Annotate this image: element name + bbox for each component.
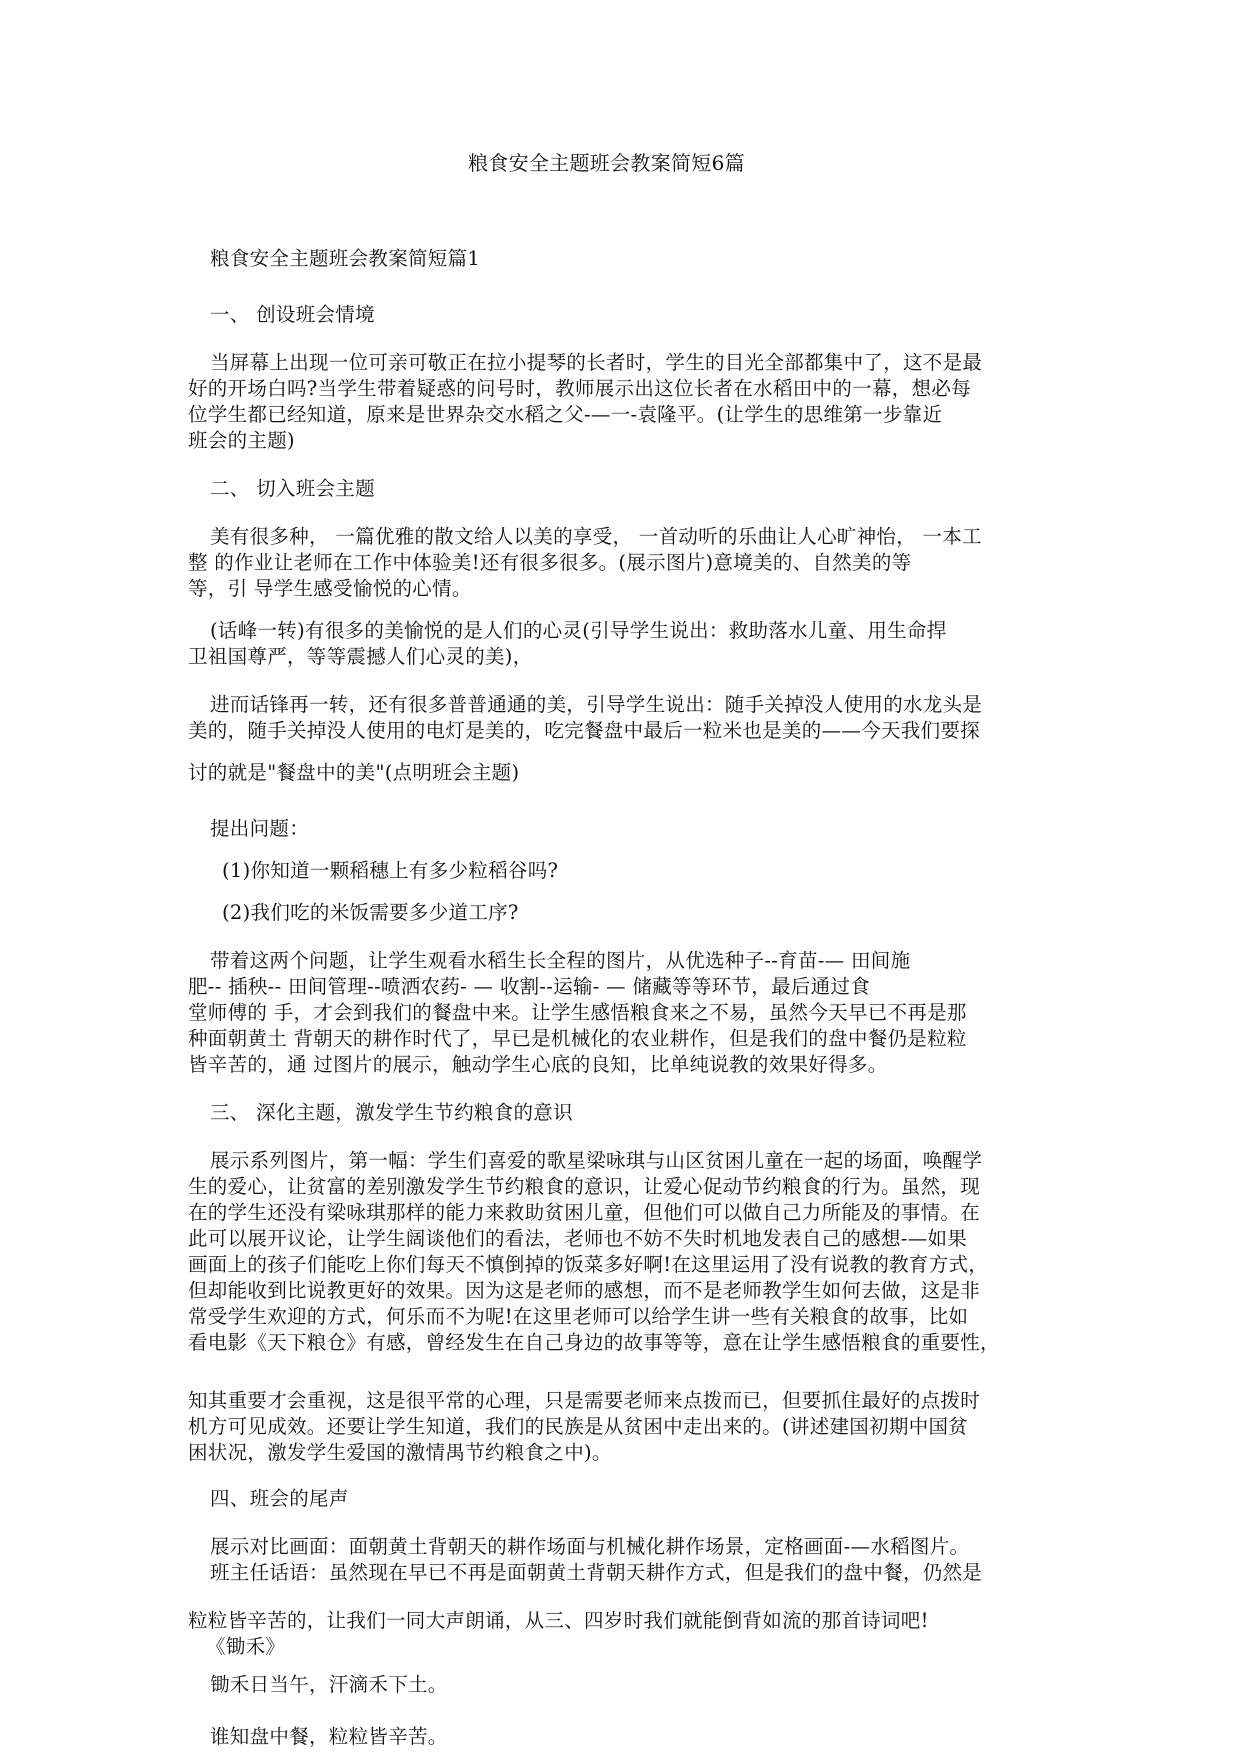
paragraph-line: 种面朝黄土 背朝天的耕作时代了，早已是机械化的农业耕作，但是我们的盘中餐仍是粒粒: [188, 1027, 967, 1050]
question-item: (1)你知道一颗稻穗上有多少粒稻谷吗?: [222, 859, 559, 882]
paragraph-line: 机方可见成效。还要让学生知道，我们的民族是从贫困中走出来的。(讲述建国初期中国贫: [188, 1415, 969, 1438]
paragraph-line: 皆辛苦的，通 过图片的展示，触动学生心底的良知，比单纯说教的效果好得多。: [188, 1053, 888, 1076]
paragraph-line: 讨的就是"餐盘中的美"(点明班会主题): [188, 761, 520, 784]
paragraph-line: 困状况，激发学生爱国的激情禺节约粮食之中)。: [188, 1441, 612, 1464]
paragraph-line: 班主任话语：虽然现在早已不再是面朝黄土背朝天耕作方式，但是我们的盘中餐，仍然是: [210, 1561, 983, 1584]
paragraph-line: 展示系列图片，第一幅：学生们喜爱的歌星梁咏琪与山区贫困儿童在一起的场面，唤醒学: [210, 1149, 983, 1172]
paragraph-line: 但却能收到比说教更好的效果。因为这是老师的感想，而不是老师教学生如何去做，这是非: [188, 1279, 981, 1302]
paragraph-line: 在的学生还没有梁咏琪那样的能力来救助贫困儿童，但他们可以做自己力所能及的事情。在: [188, 1201, 981, 1224]
paragraph-line: 展示对比画面：面朝黄土背朝天的耕作场面与机械化耕作场景，定格画面-—水稻图片。: [210, 1535, 970, 1558]
paragraph-line: 进而话锋再一转，还有很多普普通通的美，引导学生说出：随手关掉没人使用的水龙头是: [210, 693, 983, 716]
paragraph-line: 卫祖国尊严，等等震撼人们心灵的美)，: [188, 645, 533, 668]
paragraph-line: 生的爱心，让贫富的差别激发学生节约粮食的意识，让爱心促动节约粮食的行为。虽然，现: [188, 1175, 981, 1198]
paragraph-line: 美有很多种， 一篇优雅的散文给人以美的享受， 一首动听的乐曲让人心旷神怡， 一本工: [210, 525, 982, 548]
poem-line: 谁知盘中餐，粒粒皆辛苦。: [210, 1725, 448, 1748]
paragraph-line: 当屏幕上出现一位可亲可敬正在拉小提琴的长者时，学生的目光全部都集中了，这不是最: [210, 351, 983, 374]
paragraph-line: 整 的作业让老师在工作中体验美!还有很多很多。(展示图片)意境美的、自然美的等: [188, 551, 912, 574]
paragraph-line: 带着这两个问题，让学生观看水稻生长全程的图片，从优选种子--育苗-— 田间施: [210, 949, 911, 972]
document-title: 粮食安全主题班会教案简短6篇: [468, 151, 745, 175]
paragraph-line: 此可以展开议论，让学生阔谈他们的看法，老师也不妨不失时机地发表自己的感想-—如果: [188, 1227, 968, 1250]
paragraph-line: 常受学生欢迎的方式，何乐而不为呢!在这里老师可以给学生讲一些有关粮食的故事，比如: [188, 1305, 969, 1328]
paragraph-line: 看电影《天下粮仓》有感，曾经发生在自己身边的故事等等，意在让学生感悟粮食的重要性，: [188, 1331, 1000, 1354]
poem-line: 锄禾日当午，汗滴禾下土。: [210, 1673, 448, 1696]
paragraph-line: 肥-- 插秧-- 田间管理--喷洒农药- — 收割--运输- — 储藏等等环节，最后通过食: [188, 975, 871, 998]
poem-title: 《锄禾》: [206, 1635, 286, 1658]
paragraph-line: 粒粒皆辛苦的，让我们一同大声朗诵，从三、四岁时我们就能倒背如流的那首诗词吧!: [188, 1609, 929, 1632]
paragraph-line: (话峰一转)有很多的美愉悦的是人们的心灵(引导学生说出：救助落水儿童、用生命捍: [210, 619, 947, 642]
paragraph-line: 班会的主题): [188, 429, 295, 452]
paragraph-line: 位学生都已经知道，原来是世界杂交水稻之父-—一-袁隆平。(让学生的思维第一步靠近: [188, 403, 943, 426]
subheading: 二、 切入班会主题: [210, 477, 375, 500]
subheading: 一、 创设班会情境: [210, 303, 375, 326]
paragraph-line: 提出问题：: [210, 817, 310, 840]
paragraph-line: 画面上的孩子们能吃上你们每天不慎倒掉的饭菜多好啊!在这里运用了没有说教的教育方式，: [188, 1253, 989, 1276]
subheading: 三、 深化主题，激发学生节约粮食的意识: [210, 1101, 573, 1124]
subheading: 四、班会的尾声: [210, 1487, 349, 1510]
paragraph-line: 美的，随手关掉没人使用的电灯是美的，吃完餐盘中最后一粒米也是美的——今天我们要探: [188, 719, 981, 742]
paragraph-line: 知其重要才会重视，这是很平常的心理，只是需要老师来点拨而已，但要抓住最好的点拨时: [188, 1389, 981, 1412]
section-heading: 粮食安全主题班会教案简短篇1: [210, 247, 481, 270]
paragraph-line: 等，引 导学生感受愉悦的心情。: [188, 577, 472, 600]
paragraph-line: 好的开场白吗?当学生带着疑惑的问号时，教师展示出这位长者在水稻田中的一幕，想必每: [188, 377, 971, 400]
question-item: (2)我们吃的米饭需要多少道工序?: [222, 901, 519, 924]
paragraph-line: 堂师傅的 手，才会到我们的餐盘中来。让学生感悟粮食来之不易，虽然今天早已不再是那: [188, 1001, 967, 1024]
